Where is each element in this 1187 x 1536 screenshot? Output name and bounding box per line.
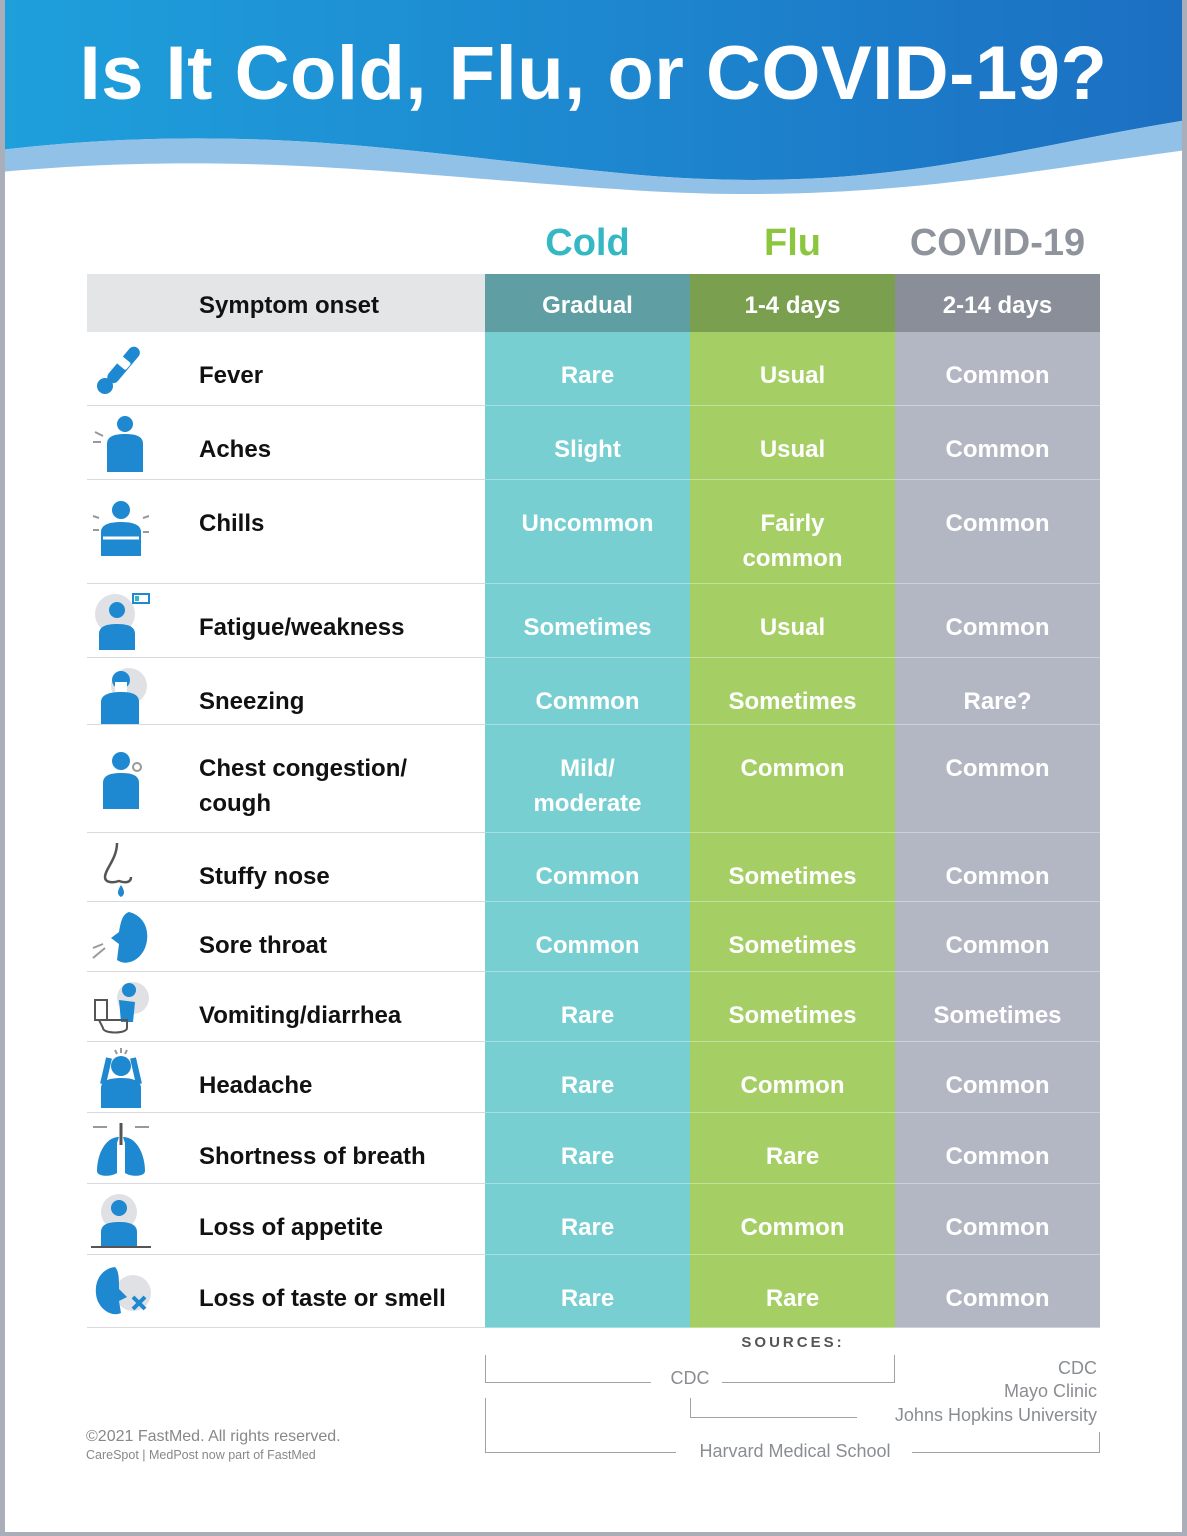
- symptom-label: Stuffy nose: [199, 863, 330, 890]
- page-title: Is It Cold, Flu, or COVID-19?: [79, 31, 1108, 116]
- table-row: [87, 480, 1100, 584]
- cold-value: Common: [485, 658, 690, 725]
- sources-heading: SOURCES:: [741, 1334, 845, 1351]
- symptom-label: Sore throat: [199, 932, 328, 959]
- bracket-line: [485, 1355, 651, 1383]
- covid-value: Common: [895, 584, 1100, 658]
- flu-value: Sometimes: [690, 972, 895, 1042]
- flu-value: Fairly common: [690, 480, 895, 584]
- cold-value: Rare: [485, 1042, 690, 1113]
- flu-value: Rare: [690, 1113, 895, 1184]
- table-row: [87, 406, 1100, 480]
- symptom-label: Chest congestion/ cough: [199, 755, 408, 817]
- cold-value: Mild/ moderate: [485, 725, 690, 833]
- flu-value: Rare: [690, 1255, 895, 1328]
- runny-nose-icon: [89, 839, 153, 899]
- covid-value: Common: [895, 1042, 1100, 1113]
- table-row: [87, 332, 1100, 406]
- covid-value: Common: [895, 725, 1100, 833]
- flu-value: Usual: [690, 406, 895, 480]
- source-covid-2: Mayo Clinic: [1003, 1381, 1097, 1401]
- appetite-person-icon: [89, 1190, 153, 1250]
- covid-value: Common: [895, 1255, 1100, 1328]
- cold-value: Rare: [485, 1113, 690, 1184]
- covid-value: Common: [895, 833, 1100, 902]
- column-header-flu: Flu: [764, 222, 821, 264]
- covid-value: Rare?: [895, 658, 1100, 725]
- flu-value: Sometimes: [690, 658, 895, 725]
- symptom-label: Aches: [199, 436, 272, 463]
- header-banner: [0, 0, 1187, 200]
- sore-throat-icon: [89, 908, 153, 968]
- column-header-covid: COVID-19: [909, 222, 1086, 264]
- headache-person-icon: [89, 1048, 153, 1108]
- symptom-label: Headache: [199, 1072, 313, 1099]
- source-covid-1: CDC: [1058, 1358, 1097, 1378]
- toilet-person-icon: [89, 978, 153, 1038]
- column-header-cold: Cold: [545, 222, 630, 264]
- covid-value: Common: [895, 1113, 1100, 1184]
- table-row: [87, 1255, 1100, 1328]
- onset-label: Symptom onset: [199, 292, 380, 319]
- table-row: [87, 972, 1100, 1042]
- onset-label-cell: [87, 274, 485, 332]
- cold-value: Uncommon: [485, 480, 690, 584]
- table-row: [87, 725, 1100, 833]
- no-smell-icon: [89, 1261, 153, 1321]
- covid-value: Common: [895, 332, 1100, 406]
- lungs-icon: [89, 1119, 153, 1179]
- bracket-line: [690, 1398, 857, 1418]
- symptom-label: Fatigue/weakness: [199, 614, 405, 641]
- shivering-person-icon: [89, 496, 153, 556]
- sneezing-person-icon: [89, 664, 153, 724]
- table-row: [87, 584, 1100, 658]
- symptom-label: Loss of taste or smell: [199, 1285, 446, 1312]
- footer-note: CareSpot | MedPost now part of FastMed: [86, 1448, 316, 1462]
- symptom-label: Sneezing: [199, 688, 305, 715]
- flu-value: Sometimes: [690, 833, 895, 902]
- table-row: [87, 833, 1100, 902]
- cold-value: Common: [485, 833, 690, 902]
- low-battery-person-icon: [89, 590, 153, 650]
- source-cold-flu: CDC: [670, 1368, 710, 1388]
- covid-value: Common: [895, 902, 1100, 972]
- source-all: Harvard Medical School: [699, 1441, 891, 1461]
- flu-value: Common: [690, 725, 895, 833]
- table-row: [87, 902, 1100, 972]
- table-row-onset: [87, 274, 1100, 332]
- symptom-label: Vomiting/diarrhea: [199, 1002, 402, 1029]
- cold-value: Rare: [485, 972, 690, 1042]
- table-row: [87, 658, 1100, 725]
- cold-value: Rare: [485, 332, 690, 406]
- onset-covid: 2-14 days: [895, 274, 1100, 332]
- bracket-line: [912, 1432, 1100, 1453]
- onset-flu: 1-4 days: [690, 274, 895, 332]
- source-flu-covid: Johns Hopkins University: [894, 1405, 1097, 1425]
- coughing-person-icon: [89, 749, 153, 809]
- cold-value: Sometimes: [485, 584, 690, 658]
- covid-value: Common: [895, 406, 1100, 480]
- covid-value: Common: [895, 1184, 1100, 1255]
- cold-value: Rare: [485, 1255, 690, 1328]
- onset-cold: Gradual: [485, 274, 690, 332]
- flu-value: Common: [690, 1042, 895, 1113]
- cold-value: Slight: [485, 406, 690, 480]
- bracket-line: [485, 1398, 676, 1453]
- table-row: [87, 1042, 1100, 1113]
- cold-value: Rare: [485, 1184, 690, 1255]
- flu-value: Common: [690, 1184, 895, 1255]
- bracket-line: [722, 1355, 895, 1383]
- table-row: [87, 1113, 1100, 1184]
- covid-value: Sometimes: [895, 972, 1100, 1042]
- comparison-table: [87, 274, 1100, 1328]
- covid-value: Common: [895, 480, 1100, 584]
- flu-value: Usual: [690, 332, 895, 406]
- symptom-label: Loss of appetite: [199, 1214, 384, 1241]
- symptom-label: Shortness of breath: [199, 1143, 426, 1170]
- copyright: ©2021 FastMed. All rights reserved.: [86, 1428, 341, 1445]
- symptom-label: Chills: [199, 510, 265, 537]
- symptom-label: Fever: [199, 362, 264, 389]
- thermometer-icon: [89, 338, 153, 398]
- table-row: [87, 1184, 1100, 1255]
- cold-value: Common: [485, 902, 690, 972]
- flu-value: Sometimes: [690, 902, 895, 972]
- flu-value: Usual: [690, 584, 895, 658]
- back-ache-icon: [89, 412, 153, 472]
